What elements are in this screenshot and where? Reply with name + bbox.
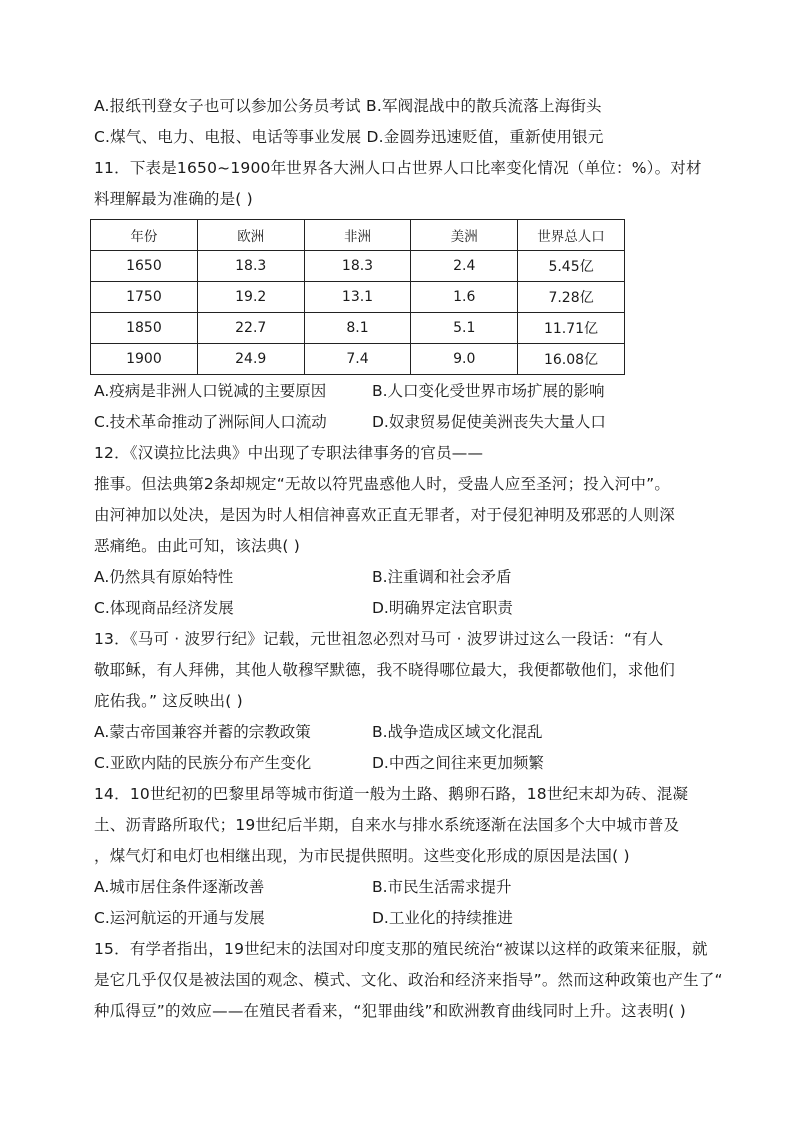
table-header-cell: 美洲 <box>411 220 518 251</box>
table-header-row <box>91 220 625 251</box>
q11-stem-line1: 11．下表是1650~1900年世界各大洲人口占世界人口比率变化情况（单位：%）。对材 <box>94 159 702 177</box>
table-row <box>91 313 625 344</box>
table-header-cell: 欧洲 <box>197 220 304 251</box>
population-table <box>90 219 625 375</box>
q14-stem-line1: 14．10世纪初的巴黎里昂等城市街道一般为土路、鹅卵石路，18世纪末却为砖、混凝 <box>94 785 689 803</box>
q12-option-b: B.注重调和社会矛盾 <box>372 568 512 586</box>
q12-option-d: D.明确界定法官职责 <box>372 599 513 617</box>
q12-stem-line2: 推事。但法典第2条却规定“无故以符咒蛊惑他人时，受蛊人应至圣河；投入河中”。 <box>94 475 671 493</box>
q14-stem-line2: 土、沥青路所取代；19世纪后半期，自来水与排水系统逐渐在法国多个大中城市普及 <box>94 816 680 834</box>
q11-option-c: C.技术革命推动了洲际间人口流动 <box>94 413 327 431</box>
q11-options-row1 <box>94 380 605 402</box>
table-row <box>91 344 625 375</box>
q15-stem-line1: 15．有学者指出，19世纪末的法国对印度支那的殖民统治“被谋以这样的政策来征服，就 <box>94 940 708 958</box>
q14-option-a: A.城市居住条件逐渐改善 <box>94 878 265 896</box>
q12-option-a: A.仍然具有原始特性 <box>94 568 234 586</box>
q14-option-b: B.市民生活需求提升 <box>372 878 512 896</box>
q11-option-d: D.奴隶贸易促使美洲丧失大量人口 <box>372 413 606 431</box>
q15-stem-line3: 种瓜得豆”的效应——在殖民者看来，“犯罪曲线”和欧洲教育曲线同时上升。这表明( ) <box>94 1002 686 1020</box>
table-cell: 18.3 <box>197 251 304 282</box>
q10-options-cd: C.煤气、电力、电报、电话等事业发展 D.金圆券迅速贬值，重新使用银元 <box>94 128 604 146</box>
table-cell: 22.7 <box>197 313 304 344</box>
table-cell: 2.4 <box>411 251 518 282</box>
q12-stem-line3: 由河神加以处决，是因为时人相信神喜欢正直无罪者，对于侵犯神明及邪恶的人则深 <box>94 506 675 524</box>
table-row <box>91 282 625 313</box>
table-cell: 5.45亿 <box>518 251 625 282</box>
table-cell: 1850 <box>91 313 198 344</box>
q12-options-row1 <box>94 566 512 588</box>
q10-options-ab: A.报纸刊登女子也可以参加公务员考试 B.军阀混战中的散兵流落上海街头 <box>94 97 602 115</box>
q14-option-c: C.运河航运的开通与发展 <box>94 909 265 927</box>
table-cell: 8.1 <box>304 313 411 344</box>
table-cell: 7.4 <box>304 344 411 375</box>
table-cell: 1.6 <box>411 282 518 313</box>
q13-option-a: A.蒙古帝国兼容并蓄的宗教政策 <box>94 723 311 741</box>
q12-options-row2 <box>94 597 513 619</box>
table-header-cell: 世界总人口 <box>518 220 625 251</box>
table-cell: 11.71亿 <box>518 313 625 344</box>
table-cell: 9.0 <box>411 344 518 375</box>
q13-option-d: D.中西之间往来更加频繁 <box>372 754 544 772</box>
q13-stem-line2: 敬耶稣，有人拜佛，其他人敬穆罕默德，我不晓得哪位最大，我便都敬他们，求他们 <box>94 661 675 679</box>
table-row <box>91 251 625 282</box>
q13-stem-line1: 13．《马可 · 波罗行纪》记载，元世祖忽必烈对马可 · 波罗讲过这么一段话：“有人 <box>94 630 664 648</box>
q11-option-a: A.疫病是非洲人口锐减的主要原因 <box>94 382 327 400</box>
table-cell: 24.9 <box>197 344 304 375</box>
table-cell: 5.1 <box>411 313 518 344</box>
q11-options-row2 <box>94 411 606 433</box>
table-cell: 19.2 <box>197 282 304 313</box>
q13-stem-line3: 庇佑我。” 这反映出( ) <box>94 692 243 710</box>
q12-option-c: C.体现商品经济发展 <box>94 599 234 617</box>
table-cell: 13.1 <box>304 282 411 313</box>
q11-option-b: B.人口变化受世界市场扩展的影响 <box>372 382 605 400</box>
q12-stem-line4: 恶痛绝。由此可知，该法典( ) <box>94 537 301 555</box>
q12-stem-line1: 12．《汉谟拉比法典》中出现了专职法律事务的官员—— <box>94 444 484 462</box>
q11-stem-line2: 料理解最为准确的是( ) <box>94 190 253 208</box>
q13-option-b: B.战争造成区域文化混乱 <box>372 723 543 741</box>
table-cell: 7.28亿 <box>518 282 625 313</box>
q14-option-d: D.工业化的持续推进 <box>372 909 513 927</box>
q15-stem-line2: 是它几乎仅仅是被法国的观念、模式、文化、政治和经济来指导”。然而这种政策也产生了“ <box>94 971 723 989</box>
table-cell: 1750 <box>91 282 198 313</box>
table-cell: 1650 <box>91 251 198 282</box>
q13-option-c: C.亚欧内陆的民族分布产生变化 <box>94 754 312 772</box>
table-cell: 1900 <box>91 344 198 375</box>
q14-options-row2 <box>94 907 513 929</box>
q14-stem-line3: ，煤气灯和电灯也相继出现，为市民提供照明。这些变化形成的原因是法国( ) <box>94 847 630 865</box>
table-cell: 18.3 <box>304 251 411 282</box>
table-header-cell: 非洲 <box>304 220 411 251</box>
q13-options-row2 <box>94 752 544 774</box>
q13-options-row1 <box>94 721 543 743</box>
table-header-cell: 年份 <box>91 220 198 251</box>
q14-options-row1 <box>94 876 512 898</box>
table-cell: 16.08亿 <box>518 344 625 375</box>
